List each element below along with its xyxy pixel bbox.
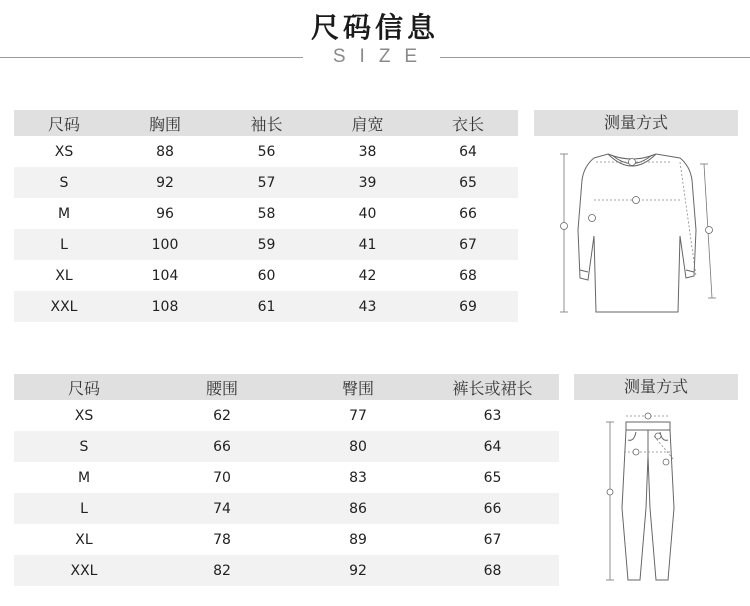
table-row xyxy=(14,493,559,524)
waist-cell: 70 xyxy=(213,469,231,486)
page-title: 尺码信息 xyxy=(310,11,439,44)
table-row xyxy=(14,291,518,322)
top-size-table xyxy=(14,110,518,322)
length-cell: 67 xyxy=(483,531,502,548)
table-row xyxy=(14,462,559,493)
size-cell: L xyxy=(14,493,154,524)
chest-cell: 96 xyxy=(156,205,174,222)
size-cell: XXL xyxy=(14,291,114,322)
chest-cell: 92 xyxy=(114,167,216,198)
bottom-col-hip: 臀围 xyxy=(341,378,374,398)
waist-cell: 62 xyxy=(213,407,231,424)
length-cell: 69 xyxy=(418,291,518,322)
length-cell: 67 xyxy=(418,229,518,260)
size-cell: L xyxy=(14,229,114,260)
table-row xyxy=(14,136,518,167)
length-cell: 65 xyxy=(418,167,518,198)
size-cell: M xyxy=(77,469,91,486)
waist-cell: 82 xyxy=(154,555,290,586)
sleeve-cell: 60 xyxy=(257,267,276,284)
table-row xyxy=(14,524,559,555)
chest-cell: 108 xyxy=(114,291,216,322)
size-cell: S xyxy=(14,167,114,198)
shoulder-cell: 43 xyxy=(317,291,418,322)
hip-cell: 86 xyxy=(290,493,426,524)
shoulder-cell: 41 xyxy=(317,229,418,260)
hip-cell: 80 xyxy=(290,431,426,462)
chest-cell: 88 xyxy=(156,143,174,160)
top-col-sleeve: 袖长 xyxy=(250,114,283,134)
sleeve-cell: 61 xyxy=(216,291,317,322)
length-cell: 68 xyxy=(426,555,559,586)
table-row xyxy=(14,431,559,462)
shoulder-cell: 42 xyxy=(358,267,377,284)
top-measure-header: 测量方式 xyxy=(534,110,738,136)
shoulder-cell: 40 xyxy=(358,205,377,222)
table-row xyxy=(14,260,518,291)
size-cell: XL xyxy=(55,267,73,284)
size-cell: M xyxy=(57,205,71,222)
hip-cell: 89 xyxy=(349,531,367,548)
subtitle-divider-right xyxy=(440,57,750,58)
size-cell: XS xyxy=(74,407,94,424)
length-cell: 64 xyxy=(426,431,559,462)
waist-cell: 66 xyxy=(154,431,290,462)
length-cell: 68 xyxy=(459,267,477,284)
chest-cell: 100 xyxy=(114,229,216,260)
bottom-col-size: 尺码 xyxy=(67,378,100,398)
top-col-chest: 胸围 xyxy=(148,114,181,134)
table-row xyxy=(14,167,518,198)
sleeve-cell: 58 xyxy=(257,205,276,222)
bottom-table-header-row xyxy=(14,374,559,400)
hip-cell: 92 xyxy=(290,555,426,586)
shoulder-cell: 39 xyxy=(317,167,418,198)
bottom-col-length: 裤长或裙长 xyxy=(452,378,533,398)
top-col-shoulder: 肩宽 xyxy=(351,114,384,134)
shoulder-cell: 38 xyxy=(358,143,377,160)
top-col-length: 衣长 xyxy=(451,114,484,134)
sleeve-cell: 56 xyxy=(257,143,276,160)
size-cell: XL xyxy=(75,531,93,548)
top-table-header-row xyxy=(14,110,518,136)
length-cell: 63 xyxy=(483,407,502,424)
sleeve-cell: 57 xyxy=(216,167,317,198)
size-cell: S xyxy=(14,431,154,462)
chest-cell: 104 xyxy=(151,267,179,284)
table-row xyxy=(14,198,518,229)
length-cell: 64 xyxy=(459,143,477,160)
bottom-col-waist: 腰围 xyxy=(205,378,238,398)
table-row xyxy=(14,229,518,260)
table-row xyxy=(14,555,559,586)
size-cell: XXL xyxy=(14,555,154,586)
pants-measurement-diagram xyxy=(600,408,700,588)
bottom-measure-header: 测量方式 xyxy=(574,374,738,400)
bottom-size-table xyxy=(14,374,559,586)
page-subtitle: SIZE xyxy=(332,46,432,67)
top-col-size: 尺码 xyxy=(47,114,80,134)
hip-cell: 77 xyxy=(349,407,367,424)
length-cell: 66 xyxy=(426,493,559,524)
waist-cell: 78 xyxy=(213,531,231,548)
hip-cell: 83 xyxy=(349,469,367,486)
length-cell: 66 xyxy=(459,205,477,222)
size-cell: XS xyxy=(54,143,74,160)
length-cell: 65 xyxy=(483,469,502,486)
table-row xyxy=(14,400,559,431)
sweater-measurement-diagram xyxy=(548,140,728,320)
sleeve-cell: 59 xyxy=(216,229,317,260)
waist-cell: 74 xyxy=(154,493,290,524)
